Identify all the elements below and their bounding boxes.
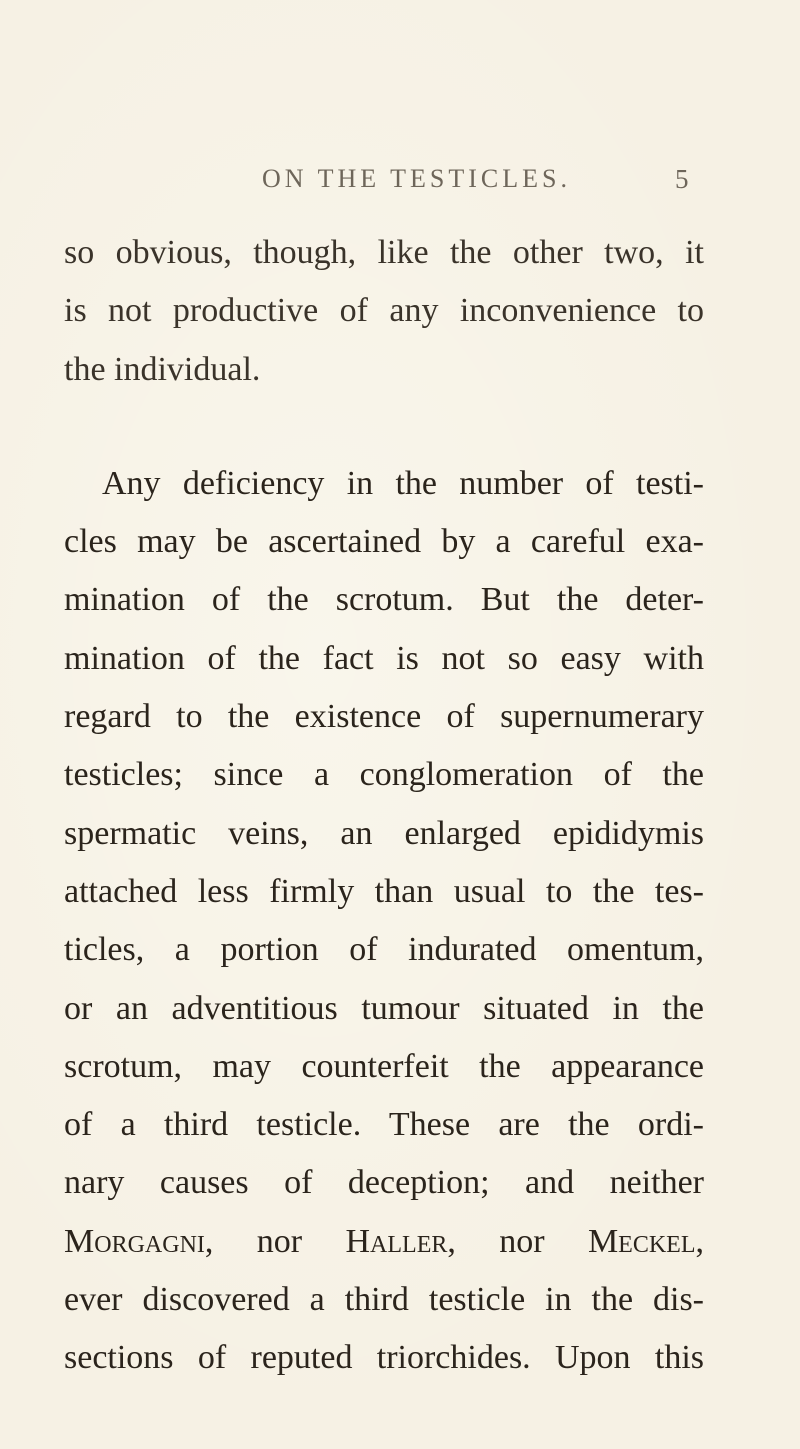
running-title: ON THE TESTICLES.	[262, 164, 571, 193]
text-line: testicles; since a conglomeration of the	[64, 756, 704, 794]
text-line: the individual.	[64, 350, 261, 388]
text-line: ever discovered a third testicle in the dis-	[64, 1281, 704, 1319]
text-line: mination of the scrotum. But the deter-	[64, 581, 704, 619]
text-line: ticles, a portion of indurated omentum,	[64, 931, 704, 969]
text-line: or an adventitious tumour situated in the	[64, 989, 704, 1027]
body-text	[64, 224, 704, 1388]
name-morgagni: Morgagni	[64, 1222, 205, 1260]
name-separator: , nor	[447, 1222, 588, 1260]
text-line: sections of reputed triorchides. Upon this	[64, 1339, 704, 1377]
paragraph-2	[64, 455, 704, 1388]
text-line: Any deficiency in the number of testi-	[102, 464, 704, 502]
name-line-end: ,	[695, 1222, 704, 1260]
text-line: nary causes of deception; and neither	[64, 1164, 704, 1202]
text-line: mination of the fact is not so easy with	[64, 639, 704, 677]
text-line: of a third testicle. These are the ordi-	[64, 1106, 704, 1144]
text-line: regard to the existence of supernumerary	[64, 698, 704, 736]
text-line: cles may be ascertained by a careful exa-	[64, 523, 704, 561]
paragraph-1	[64, 224, 704, 399]
name-separator: , nor	[204, 1222, 346, 1260]
name-meckel: Meckel	[587, 1222, 696, 1260]
text-line: is not productive of any inconvenience to	[64, 292, 704, 330]
text-line: attached less firmly than usual to the tes-	[64, 872, 704, 910]
text-line: spermatic veins, an enlarged epididymis	[64, 814, 704, 852]
name-haller: Haller	[345, 1222, 448, 1260]
running-head	[0, 164, 800, 204]
text-line-names	[64, 1213, 704, 1271]
text-line: so obvious, though, like the other two, it	[64, 234, 704, 271]
paragraph-gap	[64, 399, 704, 455]
text-line: scrotum, may counterfeit the appearance	[64, 1047, 704, 1085]
page-number: 5	[675, 164, 689, 194]
